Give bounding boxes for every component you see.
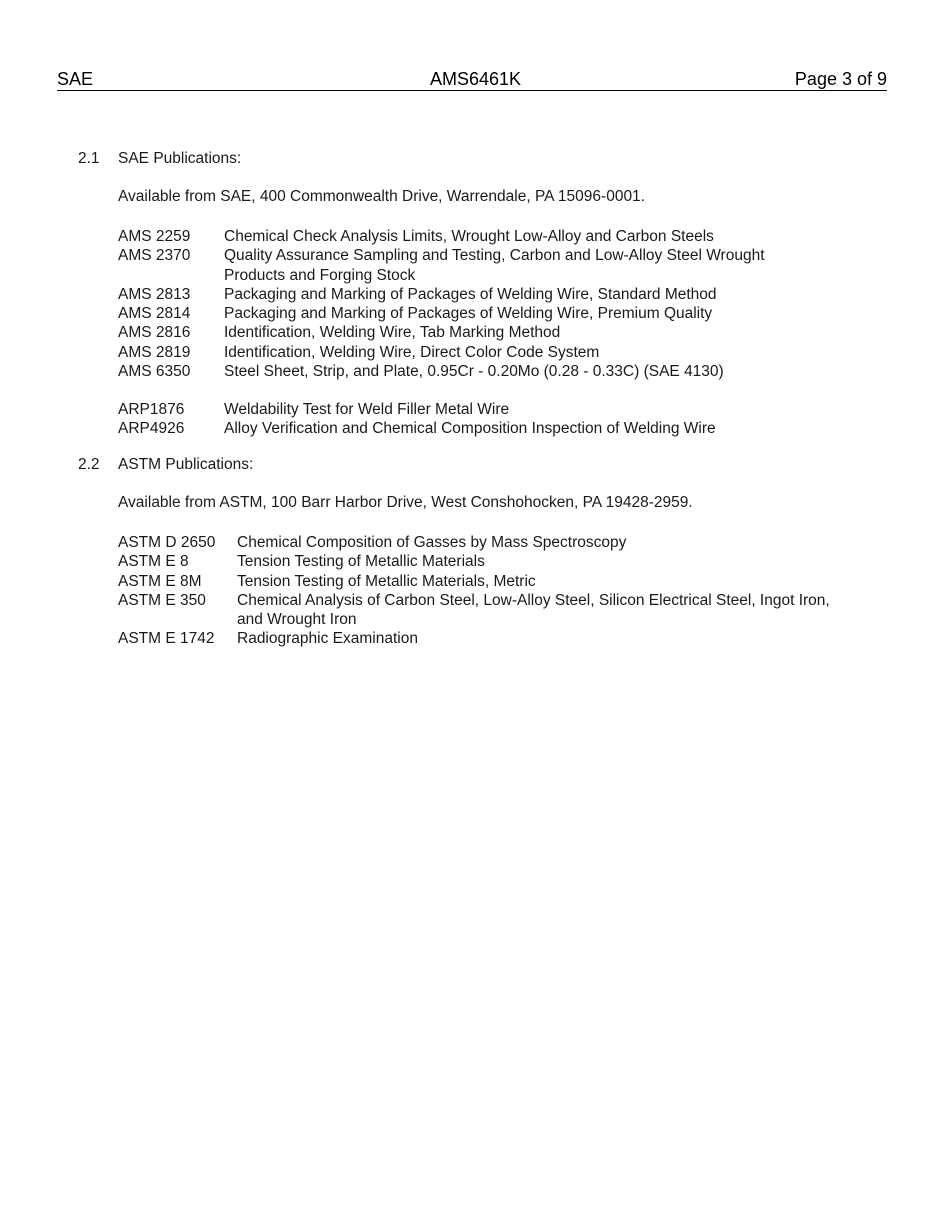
sae-availability: Available from SAE, 400 Commonwealth Drive, Warrendale, PA 15096-0001. [118,188,645,205]
reference-row [118,285,804,304]
reference-title: Identification, Welding Wire, Direct Color Code System [224,343,600,361]
reference-row [118,362,804,381]
reference-title: Radiographic Examination [237,630,418,648]
reference-row [118,419,804,438]
reference-title: Packaging and Marking of Packages of Welding Wire, Premium Quality [224,305,713,323]
section-2-1-heading [78,150,241,168]
header-doc-number: AMS6461K [430,69,522,89]
reference-row [118,533,837,552]
reference-row [118,552,837,571]
reference-row [118,227,804,246]
reference-title: Alloy Verification and Chemical Composition Inspection of Welding Wire [224,420,716,438]
reference-code: ARP4926 [118,420,185,438]
header-org: SAE [57,69,94,89]
reference-title: Quality Assurance Sampling and Testing, Carbon and Low-Alloy Steel Wrought Products and Forging Stock [224,247,765,284]
reference-row [118,343,804,362]
section-number: 2.2 [78,456,100,473]
reference-code: ARP1876 [118,401,185,418]
reference-code: AMS 6350 [118,363,191,381]
sae-ams-list [118,227,804,381]
reference-row [118,400,804,419]
reference-code: AMS 2816 [118,324,191,342]
reference-row [118,323,804,342]
section-title: SAE Publications: [118,150,242,167]
reference-title: Steel Sheet, Strip, and Plate, 0.95Cr - 0.20Mo (0.28 - 0.33C) (SAE 4130) [224,363,724,381]
reference-title: Tension Testing of Metallic Materials [237,553,485,571]
reference-row [118,629,837,648]
section-number: 2.1 [78,150,100,167]
reference-title: Chemical Check Analysis Limits, Wrought Low-Alloy and Carbon Steels [224,228,714,245]
reference-code: AMS 2814 [118,305,191,323]
reference-title: Weldability Test for Weld Filler Metal Wire [224,401,510,418]
reference-code: AMS 2819 [118,343,191,361]
reference-code: AMS 2259 [118,228,191,245]
reference-row [118,591,837,630]
astm-list [118,533,837,649]
reference-code: ASTM D 2650 [118,534,216,551]
reference-title: Chemical Composition of Gasses by Mass Spectroscopy [237,534,627,551]
page-header [57,68,887,91]
sae-arp-list [118,400,804,439]
astm-availability: Available from ASTM, 100 Barr Harbor Drive, West Conshohocken, PA 19428-2959. [118,494,693,511]
reference-title: Tension Testing of Metallic Materials, Metric [237,572,536,590]
reference-code: ASTM E 1742 [118,630,215,648]
reference-row [118,572,837,591]
reference-row [118,304,804,323]
reference-title: Packaging and Marking of Packages of Welding Wire, Standard Method [224,285,717,303]
reference-code: ASTM E 8M [118,572,202,590]
reference-code: AMS 2370 [118,247,191,265]
reference-title: Chemical Analysis of Carbon Steel, Low-Alloy Steel, Silicon Electrical Steel, Ingot Iron, and Wrought Iron [237,591,830,629]
section-title: ASTM Publications: [118,456,254,473]
section-2-2-heading [78,456,253,474]
reference-code: AMS 2813 [118,285,191,303]
reference-row [118,246,804,285]
reference-title: Identification, Welding Wire, Tab Marking Method [224,324,561,342]
reference-code: ASTM E 350 [118,591,206,609]
header-page-number: Page 3 of 9 [794,69,887,89]
reference-code: ASTM E 8 [118,553,189,571]
